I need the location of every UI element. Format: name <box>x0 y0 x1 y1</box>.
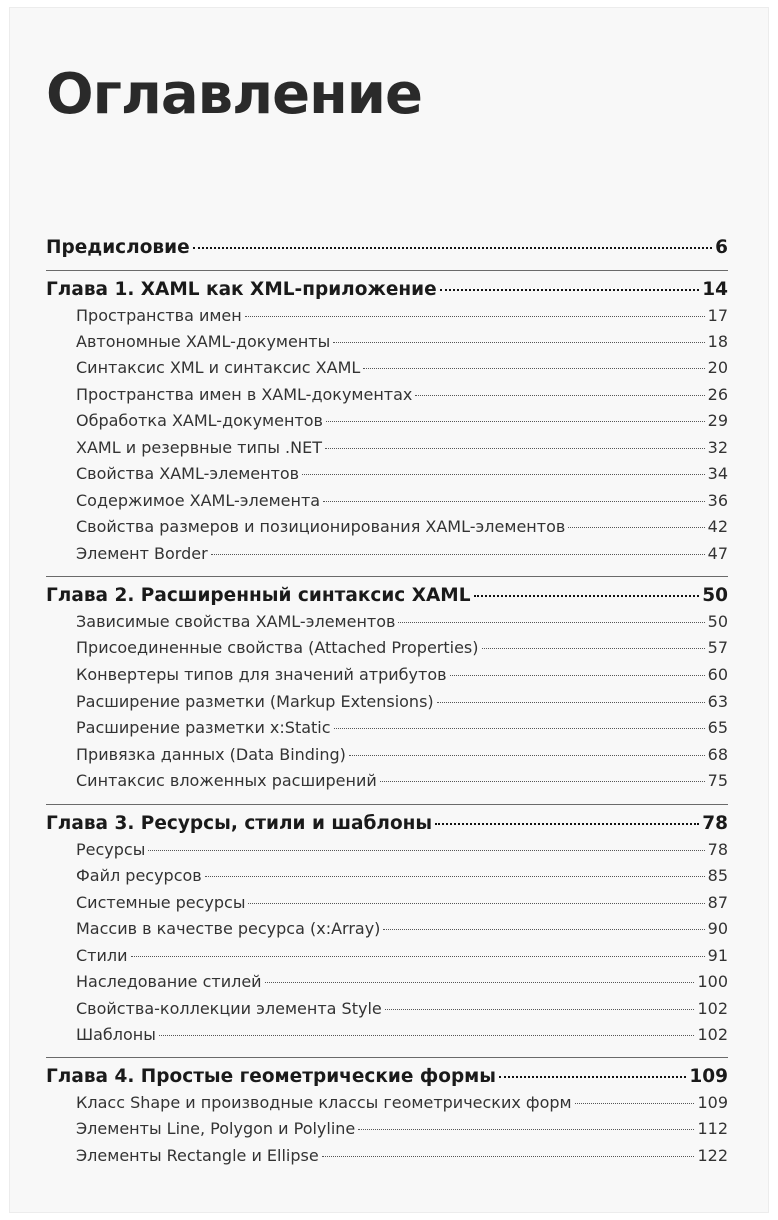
leader-dots <box>474 595 700 597</box>
toc-entry[interactable] <box>46 612 728 631</box>
separator-line <box>46 270 728 271</box>
toc-label: Расширение разметки x:Static <box>76 718 331 737</box>
leader-dots <box>131 956 705 957</box>
toc-label: Массив в качестве ресурса (x:Array) <box>76 919 381 938</box>
toc-page: 42 <box>707 517 728 536</box>
toc-entry[interactable] <box>46 385 728 404</box>
toc-page: 75 <box>707 771 728 790</box>
toc-page: 63 <box>707 692 728 711</box>
leader-dots <box>302 474 705 475</box>
toc-page: 50 <box>702 585 728 606</box>
toc-entry[interactable] <box>46 491 728 510</box>
toc-label: Файл ресурсов <box>76 866 202 885</box>
toc-entry[interactable] <box>46 306 728 325</box>
leader-dots <box>334 728 705 729</box>
toc-entry[interactable] <box>46 517 728 536</box>
toc-label: Элементы Rectangle и Ellipse <box>76 1146 319 1165</box>
toc-label: Содержимое XAML-элемента <box>76 491 321 510</box>
toc-page: 68 <box>707 745 728 764</box>
leader-dots <box>325 448 705 449</box>
leader-dots <box>349 755 705 756</box>
toc-page: 20 <box>707 358 728 377</box>
separator-line <box>46 804 728 805</box>
leader-dots <box>437 702 705 703</box>
toc-page: 57 <box>707 638 728 657</box>
leader-dots <box>440 289 700 291</box>
leader-dots <box>323 501 705 502</box>
toc-label: Обработка XAML-документов <box>76 411 323 430</box>
leader-dots <box>363 368 704 369</box>
toc-entry[interactable] <box>46 999 728 1018</box>
toc-label: Глава 1. XAML как XML-приложение <box>46 279 437 300</box>
toc-page: 102 <box>697 1025 728 1044</box>
toc-page: 34 <box>707 464 728 483</box>
leader-dots <box>385 1009 695 1010</box>
leader-dots <box>383 929 704 930</box>
toc-label: Пространства имен в XAML-документах <box>76 385 413 404</box>
leader-dots <box>193 247 713 249</box>
leader-dots <box>482 648 705 649</box>
toc-entry[interactable] <box>46 840 728 859</box>
toc-page: 50 <box>707 612 728 631</box>
leader-dots <box>245 316 705 317</box>
leader-dots <box>435 823 699 825</box>
leader-dots <box>205 876 705 877</box>
toc-entry[interactable] <box>46 919 728 938</box>
leader-dots <box>380 781 705 782</box>
toc-page: 91 <box>707 946 728 965</box>
toc-entry[interactable] <box>46 771 728 790</box>
toc-chapter-1[interactable] <box>46 279 728 300</box>
toc-label: Конвертеры типов для значений атрибутов <box>76 665 447 684</box>
leader-dots <box>211 554 705 555</box>
toc-page: 17 <box>707 306 728 325</box>
leader-dots <box>322 1156 695 1157</box>
toc-page: 109 <box>697 1093 728 1112</box>
toc-page: 18 <box>707 332 728 351</box>
leader-dots <box>398 622 704 623</box>
toc-page: 14 <box>702 279 728 300</box>
toc-page: 6 <box>715 237 728 258</box>
toc-label: Пространства имен <box>76 306 242 325</box>
toc-entry[interactable] <box>46 464 728 483</box>
toc-label: Синтаксис XML и синтаксис XAML <box>76 358 361 377</box>
toc-entry[interactable] <box>46 1025 728 1044</box>
toc-entry[interactable] <box>46 411 728 430</box>
toc-entry[interactable] <box>46 692 728 711</box>
toc-page: 122 <box>697 1146 728 1165</box>
toc-page: 109 <box>689 1066 728 1087</box>
leader-dots <box>499 1076 686 1078</box>
leader-dots <box>248 903 704 904</box>
toc-label: Присоединенные свойства (Attached Properties) <box>76 638 479 657</box>
toc-label: Синтаксис вложенных расширений <box>76 771 377 790</box>
toc-entry[interactable] <box>46 438 728 457</box>
toc-page: 65 <box>707 718 728 737</box>
toc-page: 102 <box>697 999 728 1018</box>
toc-page: 87 <box>707 893 728 912</box>
toc-page: 60 <box>707 665 728 684</box>
toc-entry[interactable] <box>46 638 728 657</box>
leader-dots <box>358 1129 694 1130</box>
separator-line <box>46 576 728 577</box>
toc-page: 47 <box>707 544 728 563</box>
toc-chapter-3[interactable] <box>46 813 728 834</box>
toc-label: Глава 4. Простые геометрические формы <box>46 1066 497 1087</box>
toc-page: 112 <box>697 1119 728 1138</box>
toc-entry[interactable] <box>46 332 728 351</box>
toc-label: Предисловие <box>46 237 190 258</box>
toc-label: Системные ресурсы <box>76 893 246 912</box>
leader-dots <box>450 675 705 676</box>
toc-label: XAML и резервные типы .NET <box>76 438 322 457</box>
separator-line <box>46 1057 728 1058</box>
toc-entry[interactable] <box>46 946 728 965</box>
toc-label: Расширение разметки (Markup Extensions) <box>76 692 434 711</box>
toc-label: Привязка данных (Data Binding) <box>76 745 346 764</box>
toc-label: Глава 2. Расширенный синтаксис XAML <box>46 585 471 606</box>
leader-dots <box>575 1103 695 1104</box>
toc-entry[interactable] <box>46 718 728 737</box>
toc-label: Свойства XAML-элементов <box>76 464 300 483</box>
leader-dots <box>568 527 704 528</box>
toc-label: Элементы Line, Polygon и Polyline <box>76 1119 356 1138</box>
toc-page: 29 <box>707 411 728 430</box>
toc-page: 32 <box>707 438 728 457</box>
toc-entry[interactable] <box>46 1093 728 1112</box>
toc-preface[interactable] <box>46 237 728 258</box>
toc-label: Автономные XAML-документы <box>76 332 331 351</box>
toc-chapter-4[interactable] <box>46 1066 728 1087</box>
toc-entry[interactable] <box>46 358 728 377</box>
toc-label: Шаблоны <box>76 1025 156 1044</box>
toc-label: Стили <box>76 946 128 965</box>
toc-label: Свойства-коллекции элемента Style <box>76 999 382 1018</box>
toc-label: Элемент Border <box>76 544 208 563</box>
toc-entry[interactable] <box>46 745 728 764</box>
toc-entry[interactable] <box>46 544 728 563</box>
toc-chapter-2[interactable] <box>46 585 728 606</box>
toc-page: 36 <box>707 491 728 510</box>
toc-label: Ресурсы <box>76 840 146 859</box>
toc-entry[interactable] <box>46 893 728 912</box>
leader-dots <box>159 1035 695 1036</box>
toc-page: 26 <box>707 385 728 404</box>
page-title: Оглавление <box>46 62 423 127</box>
leader-dots <box>148 850 704 851</box>
toc-entry[interactable] <box>46 1119 728 1138</box>
leader-dots <box>333 342 704 343</box>
leader-dots <box>326 421 705 422</box>
toc-label: Класс Shape и производные классы геометрических форм <box>76 1093 572 1112</box>
leader-dots <box>265 982 695 983</box>
toc-page: 90 <box>707 919 728 938</box>
toc-page: 100 <box>697 972 728 991</box>
toc-label: Зависимые свойства XAML-элементов <box>76 612 396 631</box>
toc-entry[interactable] <box>46 972 728 991</box>
toc-page: 78 <box>702 813 728 834</box>
toc-label: Свойства размеров и позиционирования XAML-элементов <box>76 517 566 536</box>
toc-entry[interactable] <box>46 866 728 885</box>
toc-page: 78 <box>707 840 728 859</box>
toc-label: Глава 3. Ресурсы, стили и шаблоны <box>46 813 433 834</box>
toc-entry[interactable] <box>46 1146 728 1165</box>
toc-page: 85 <box>707 866 728 885</box>
toc-label: Наследование стилей <box>76 972 262 991</box>
leader-dots <box>415 395 704 396</box>
book-page <box>10 8 768 1212</box>
toc-entry[interactable] <box>46 665 728 684</box>
